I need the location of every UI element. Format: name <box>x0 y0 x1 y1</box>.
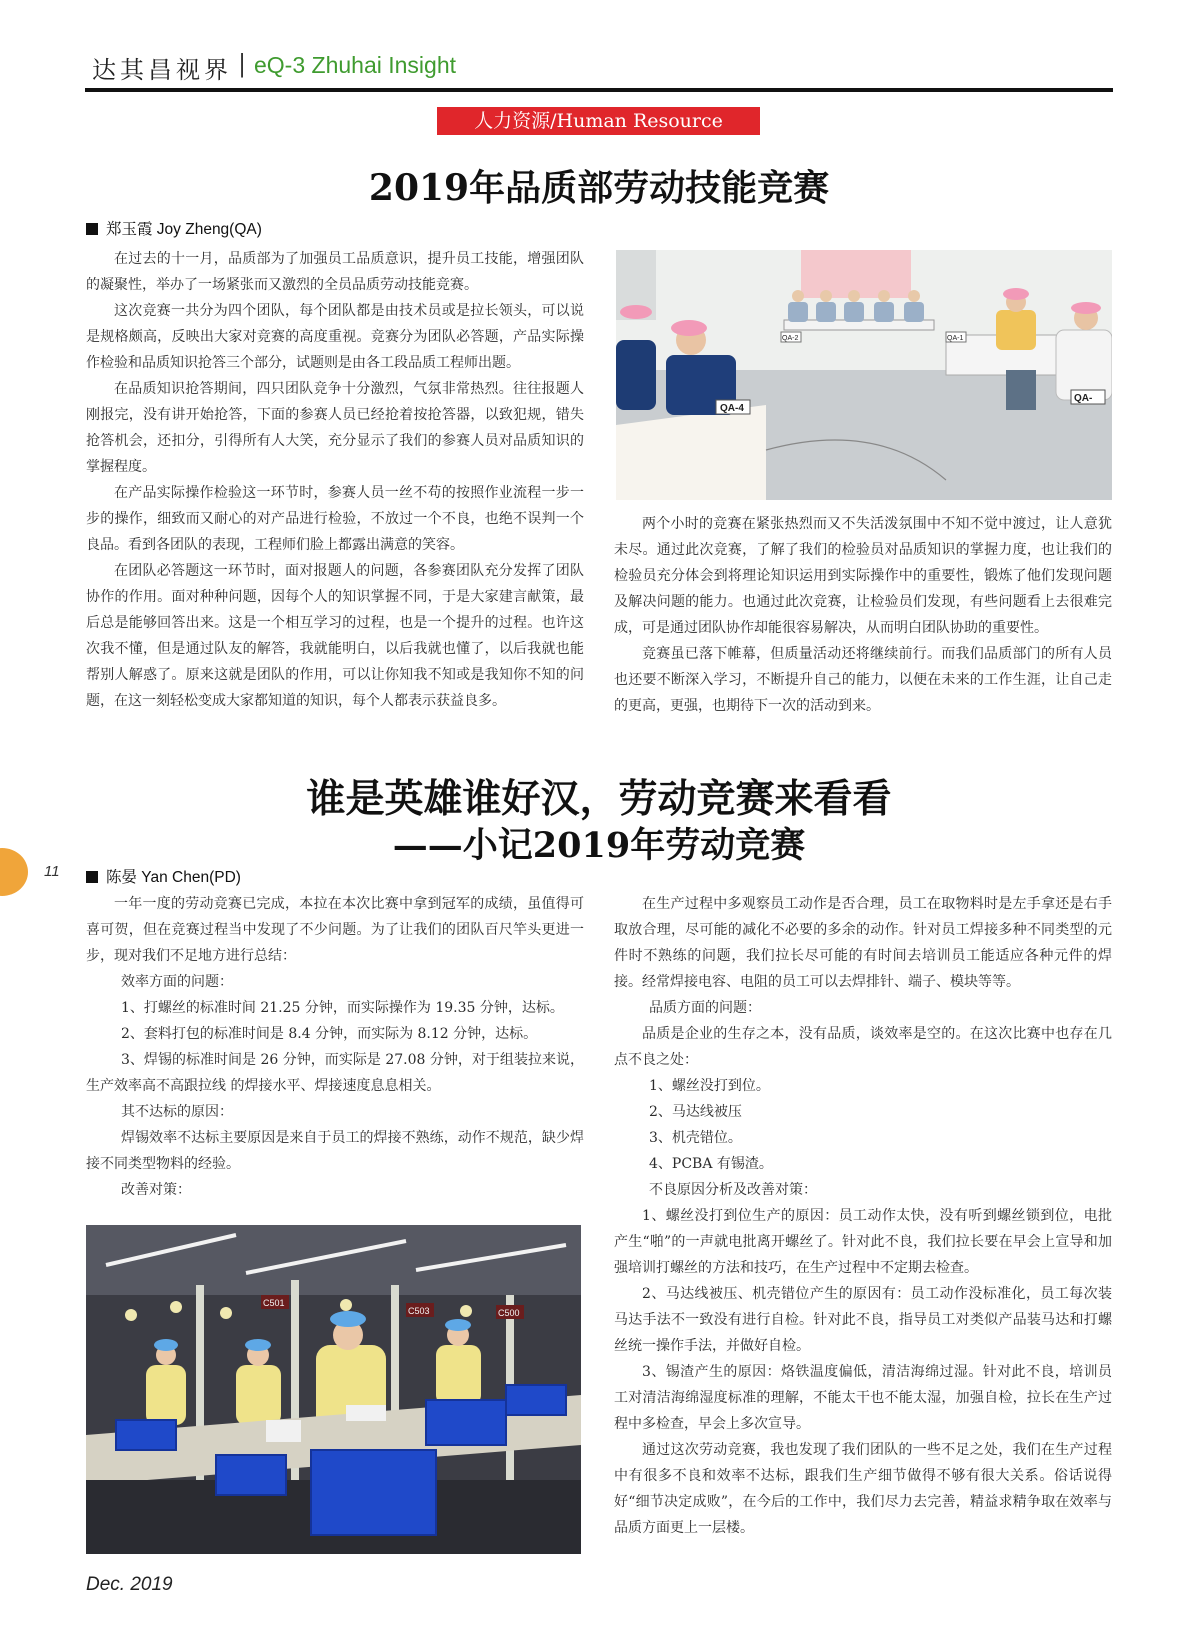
paragraph: 这次竞赛一共分为四个团队，每个团队都是由技术员或是拉长领头，可以说是规格颇高，反映出大家对竞赛的高度重视。竞赛分为团队必答题，产品实际操作检验和品质知识抢答三个部分，试题则是由各工段品质工程师出题。 <box>86 303 584 371</box>
paragraph: 3、机壳错位。 <box>649 1130 742 1146</box>
section-banner: 人力资源/Human Resource <box>437 107 760 135</box>
article2-photo-production-line <box>86 1225 581 1554</box>
photo-label-qa: QA- <box>1074 393 1093 404</box>
photo-label-qa2: QA-2 <box>782 335 799 342</box>
paragraph: 3、锡渣产生的原因：烙铁温度偏低，清洁海绵过湿。针对此不良，培训员工对清洁海绵湿度标准的理解，不能太干也不能太湿，加强自检，拉长在生产过程中多检查，早会上多次宣导。 <box>614 1364 1112 1432</box>
paragraph: 2、马达线被压 <box>649 1104 742 1120</box>
production-line-illustration <box>86 1225 581 1554</box>
photo-label-c503: C503 <box>408 1306 430 1316</box>
photo-label-c501: C501 <box>263 1298 285 1308</box>
masthead-english: eQ-3 Zhuhai Insight <box>254 52 457 78</box>
paragraph: 其不达标的原因： <box>121 1104 233 1120</box>
article2-author: 陈晏 Yan Chen(PD) <box>106 869 241 886</box>
masthead-chinese: 达其昌视界 <box>92 56 232 84</box>
page-tab <box>0 848 28 896</box>
paragraph: 通过这次劳动竞赛，我也发现了我们团队的一些不足之处，我们在生产过程中有很多不良和效率不达标，跟我们生产细节做得不够有很大关系。俗话说得好“细节决定成败”，在今后的工作中，我们尽力去完善，精益求精争取在效率与品质方面更上一层楼。 <box>614 1442 1112 1536</box>
article1-byline <box>86 217 262 239</box>
footer-date: Dec. 2019 <box>86 1574 173 1595</box>
paragraph: 4、PCBA 有锡渣。 <box>649 1156 773 1172</box>
paragraph: 1、螺丝没打到位生产的原因：员工动作太快，没有听到螺丝锁到位，电批产生“啪”的一声就电批离开螺丝了。针对此不良，我们拉长要在早会上宣导和加强培训打螺丝的方法和技巧，在生产过程中不定期去检查。 <box>614 1208 1112 1276</box>
paragraph: 品质方面的问题： <box>649 1000 761 1016</box>
paragraph: 改善对策： <box>121 1182 191 1198</box>
paragraph: 1、螺丝没打到位。 <box>649 1078 770 1094</box>
paragraph: 在过去的十一月，品质部为了加强员工品质意识，提升员工技能，增强团队的凝聚性，举办了一场紧张而又激烈的全员品质劳动技能竞赛。 <box>86 251 584 293</box>
byline-square-icon <box>86 223 98 235</box>
paragraph: 在品质知识抢答期间，四只团队竞争十分激烈，气氛非常热烈。往往报题人刚报完，没有讲开始抢答，下面的参赛人员已经抢着按抢答器，以致犯规，错失抢答机会，还扣分，引得所有人大笑，充分显示了我们的参赛人员对品质知识的掌握程度。 <box>86 381 584 475</box>
competition-room-illustration <box>616 250 1112 500</box>
paragraph: 不良原因分析及改善对策： <box>649 1182 817 1198</box>
article2-right-column <box>614 891 1112 1541</box>
article2-byline <box>86 865 241 887</box>
byline-square-icon <box>86 871 98 883</box>
header-rule <box>85 88 1113 92</box>
photo-label-qa1: QA-1 <box>947 335 964 342</box>
paragraph: 两个小时的竞赛在紧张热烈而又不失活泼氛围中不知不觉中渡过，让人意犹未尽。通过此次竞赛，了解了我们的检验员对品质知识的掌握力度，也让我们的检验员充分体会到将理论知识运用到实际操作中的重要性，锻炼了他们发现问题及解决问题的能力。也通过此次竞赛，让检验员们发现，有些问题看上去很难完成，可是通过团队协作却能很容易解决，从而明白团队协助的重要性。 <box>614 516 1112 636</box>
paragraph: 竞赛虽已落下帷幕，但质量活动还将继续前行。而我们品质部门的所有人员也还要不断深入学习，不断提升自己的能力，以便在未来的工作生涯，让自己走的更高，更强，也期待下一次的活动到来。 <box>614 646 1112 714</box>
paragraph: 2、套料打包的标准时间是 8.4 分钟，而实际为 8.12 分钟，达标。 <box>121 1026 538 1042</box>
article2-title: 谁是英雄谁好汉，劳动竞赛来看看 <box>306 776 892 822</box>
paragraph: 3、焊锡的标准时间是 26 分钟，而实际是 27.08 分钟，对于组装拉来说，生产效率高不高跟拉线 的焊接水平、焊接速度息息相关。 <box>86 1052 584 1094</box>
paragraph: 在生产过程中多观察员工动作是否合理，员工在取物料时是左手拿还是右手取放合理，尽可能的减化不必要的多余的动作。针对员工焊接多种不同类型的元件时不熟练的问题，我们拉长尽可能的有时间去培训员工能适应各种元件的焊接。经常焊接电容、电阻的员工可以去焊排针、端子、模块等等。 <box>614 896 1112 990</box>
article1-photo-competition-room <box>616 250 1112 500</box>
article1-author: 郑玉霞 Joy Zheng(QA) <box>106 221 262 238</box>
photo-label-qa4: QA-4 <box>720 403 744 414</box>
page-number: 11 <box>44 863 60 880</box>
article2-left-column <box>86 891 584 1203</box>
article1-left-column <box>86 246 584 714</box>
article1-right-column <box>614 511 1112 719</box>
article1-title: 2019年品质部劳动技能竞赛 <box>368 167 830 209</box>
paragraph: 1、打螺丝的标准时间 21.25 分钟，而实际操作为 19.35 分钟，达标。 <box>121 1000 564 1016</box>
paragraph: 效率方面的问题： <box>121 974 233 990</box>
photo-label-c500: C500 <box>498 1308 520 1318</box>
masthead-separator: | <box>238 50 247 78</box>
paragraph: 2、马达线被压、机壳错位产生的原因有：员工动作没标准化，员工每次装马达手法不一致没有进行自检。针对此不良，指导员工对类似产品装马达和打螺丝统一操作手法，并做好自检。 <box>614 1286 1112 1354</box>
paragraph: 在团队必答题这一环节时，面对报题人的问题，各参赛团队充分发挥了团队协作的作用。面对种种问题，因每个人的知识掌握不同，于是大家建言献策，最后总是能够回答出来。这是一个相互学习的过程，也是一个提升的过程。也许这次我不懂，但是通过队友的解答，我就能明白，以后我就也懂了，以后我就也能帮别人解惑了。原来这就是团队的作用，可以让你知我不知或是我知你不知的问题，在这一刻轻松变成大家都知道的知识，每个人都表示获益良多。 <box>86 563 584 709</box>
paragraph: 在产品实际操作检验这一环节时，参赛人员一丝不苟的按照作业流程一步一步的操作，细致而又耐心的对产品进行检验，不放过一个不良，也绝不误判一个良品。看到各团队的表现，工程师们脸上都露出满意的笑容。 <box>86 485 584 553</box>
article2-subtitle: ——小记2019年劳动竞赛 <box>392 825 806 866</box>
paragraph: 焊锡效率不达标主要原因是来自于员工的焊接不熟练，动作不规范，缺少焊接不同类型物料的经验。 <box>86 1130 584 1172</box>
paragraph: 品质是企业的生存之本，没有品质，谈效率是空的。在这次比赛中也存在几点不良之处： <box>614 1026 1112 1068</box>
paragraph: 一年一度的劳动竞赛已完成，本拉在本次比赛中拿到冠军的成绩，虽值得可喜可贺，但在竞赛过程当中发现了不少问题。为了让我们的团队百尺竿头更进一步，现对我们不足地方进行总结： <box>86 896 584 964</box>
